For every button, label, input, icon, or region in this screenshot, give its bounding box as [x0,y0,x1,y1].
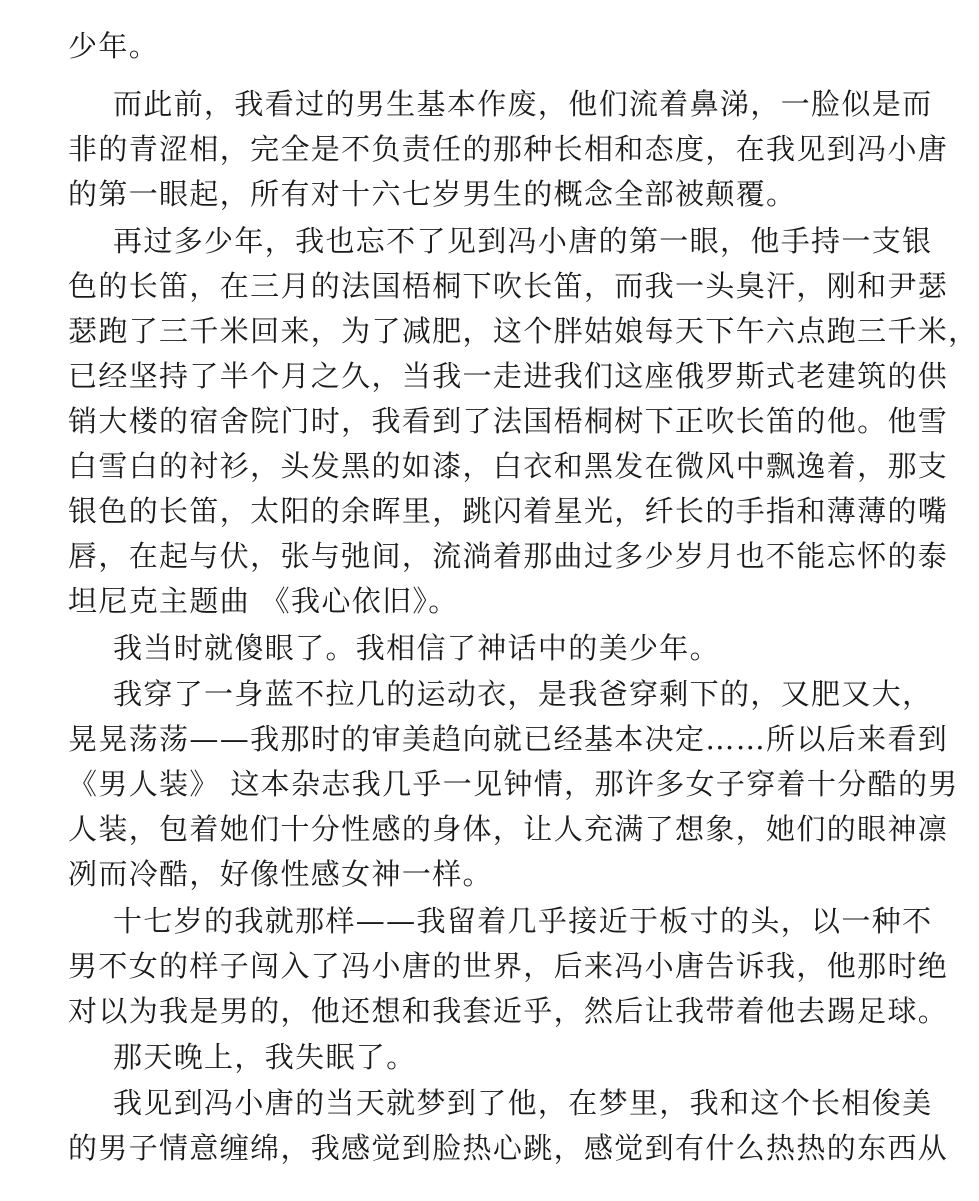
text-line: 冽而冷酷，好像性感女神一样。 [68,857,493,891]
paragraph-start-line: 我当时就傻眼了。我相信了神话中的美少年。 [113,631,721,665]
paragraph-start-line: 我见到冯小唐的当天就梦到了他，在梦里，我和这个长相俊美 [113,1086,933,1120]
paragraph-start-line: 我穿了一身蓝不拉几的运动衣，是我爸穿剩下的，又肥又大， [113,677,933,711]
paragraph-start-line: 那天晚上，我失眠了。 [113,1040,417,1074]
text-line: 色的长笛，在三月的法国梧桐下吹长笛，而我一头臭汗，刚和尹瑟 [68,269,949,303]
text-line: 的第一眼起，所有对十六七岁男生的概念全部被颠覆。 [68,177,797,211]
text-line: 坦尼克主题曲 《我心依旧》。 [68,584,459,618]
text-line: 人装，包着她们十分性感的身体，让人充满了想象，她们的眼神凛 [68,812,949,846]
text-line: 的男子情意缠绵，我感觉到脸热心跳，感觉到有什么热热的东西从 [68,1131,949,1165]
text-line: 银色的长笛，太阳的余晖里，跳闪着星光，纤长的手指和薄薄的嘴 [68,494,949,528]
paragraph-start-line: 十七岁的我就那样——我留着几乎接近于板寸的头，以一种不 [113,904,933,938]
text-line: 非的青涩相，完全是不负责任的那种长相和态度，在我见到冯小唐 [68,132,949,166]
text-line: 白雪白的衬衫，头发黑的如漆，白衣和黑发在微风中飘逸着，那支 [68,449,949,483]
text-line: 男不女的样子闯入了冯小唐的世界，后来冯小唐告诉我，他那时绝 [68,949,949,983]
text-line: 瑟跑了三千米回来，为了减肥，这个胖姑娘每天下午六点跑三千米， [68,314,979,348]
text-line: 晃晃荡荡——我那时的审美趋向就已经基本决定……所以后来看到 [68,722,949,756]
text-line: 少年。 [68,29,160,63]
text-line: 已经坚持了半个月之久，当我一走进我们这座俄罗斯式老建筑的供 [68,359,949,393]
paragraph-start-line: 而此前，我看过的男生基本作废，他们流着鼻涕，一脸似是而 [113,87,933,121]
text-line: 唇，在起与伏，张与弛间，流淌着那曲过多少岁月也不能忘怀的泰 [68,539,949,573]
text-line: 销大楼的宿舍院门时，我看到了法国梧桐树下正吹长笛的他。他雪 [68,404,949,438]
paragraph-start-line: 再过多少年，我也忘不了见到冯小唐的第一眼，他手持一支银 [113,224,933,258]
text-line: 《男人装》 这本杂志我几乎一见钟情，那许多女子穿着十分酷的男 [68,767,959,801]
text-line: 对以为我是男的，他还想和我套近乎，然后让我带着他去踢足球。 [68,994,949,1028]
